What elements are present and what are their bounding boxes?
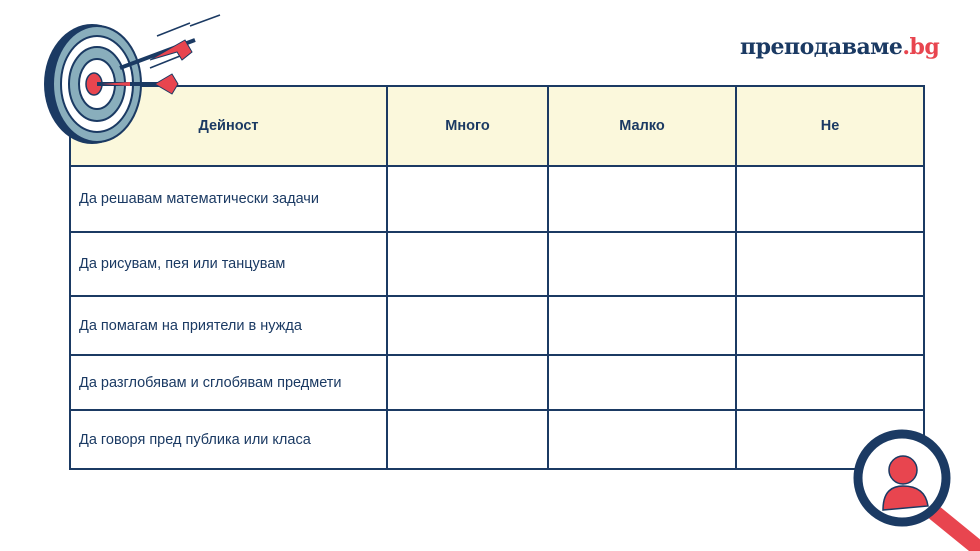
cell[interactable]: [548, 166, 736, 232]
activity-label: Да помагам на приятели в нужда: [70, 296, 387, 355]
cell[interactable]: [387, 232, 548, 296]
table-row: [70, 296, 924, 355]
activity-label: Да решавам математически задачи: [70, 166, 387, 232]
cell[interactable]: [736, 296, 924, 355]
cell[interactable]: [387, 296, 548, 355]
logo: [740, 34, 939, 60]
cell[interactable]: [736, 355, 924, 410]
cell[interactable]: [736, 166, 924, 232]
header-no: Не: [736, 86, 924, 166]
table-row: [70, 410, 924, 469]
logo-main: преподаваме: [740, 34, 903, 60]
table-row: [70, 232, 924, 296]
cell[interactable]: [548, 410, 736, 469]
magnifier-user-icon: [850, 428, 980, 551]
header-much: Много: [387, 86, 548, 166]
table-row: [70, 355, 924, 410]
target-dart-icon: [40, 10, 230, 150]
header-little: Малко: [548, 86, 736, 166]
table-row: [70, 166, 924, 232]
cell[interactable]: [548, 232, 736, 296]
cell[interactable]: [548, 296, 736, 355]
activity-label: Да разглобявам и сглобявам предмети: [70, 355, 387, 410]
activity-label: Да рисувам, пея или танцувам: [70, 232, 387, 296]
cell[interactable]: [387, 410, 548, 469]
activity-label: Да говоря пред публика или класа: [70, 410, 387, 469]
logo-suffix: .bg: [902, 34, 940, 60]
header-activity: Дейност: [70, 86, 387, 166]
cell[interactable]: [387, 166, 548, 232]
cell[interactable]: [548, 355, 736, 410]
cell[interactable]: [387, 355, 548, 410]
cell[interactable]: [736, 232, 924, 296]
